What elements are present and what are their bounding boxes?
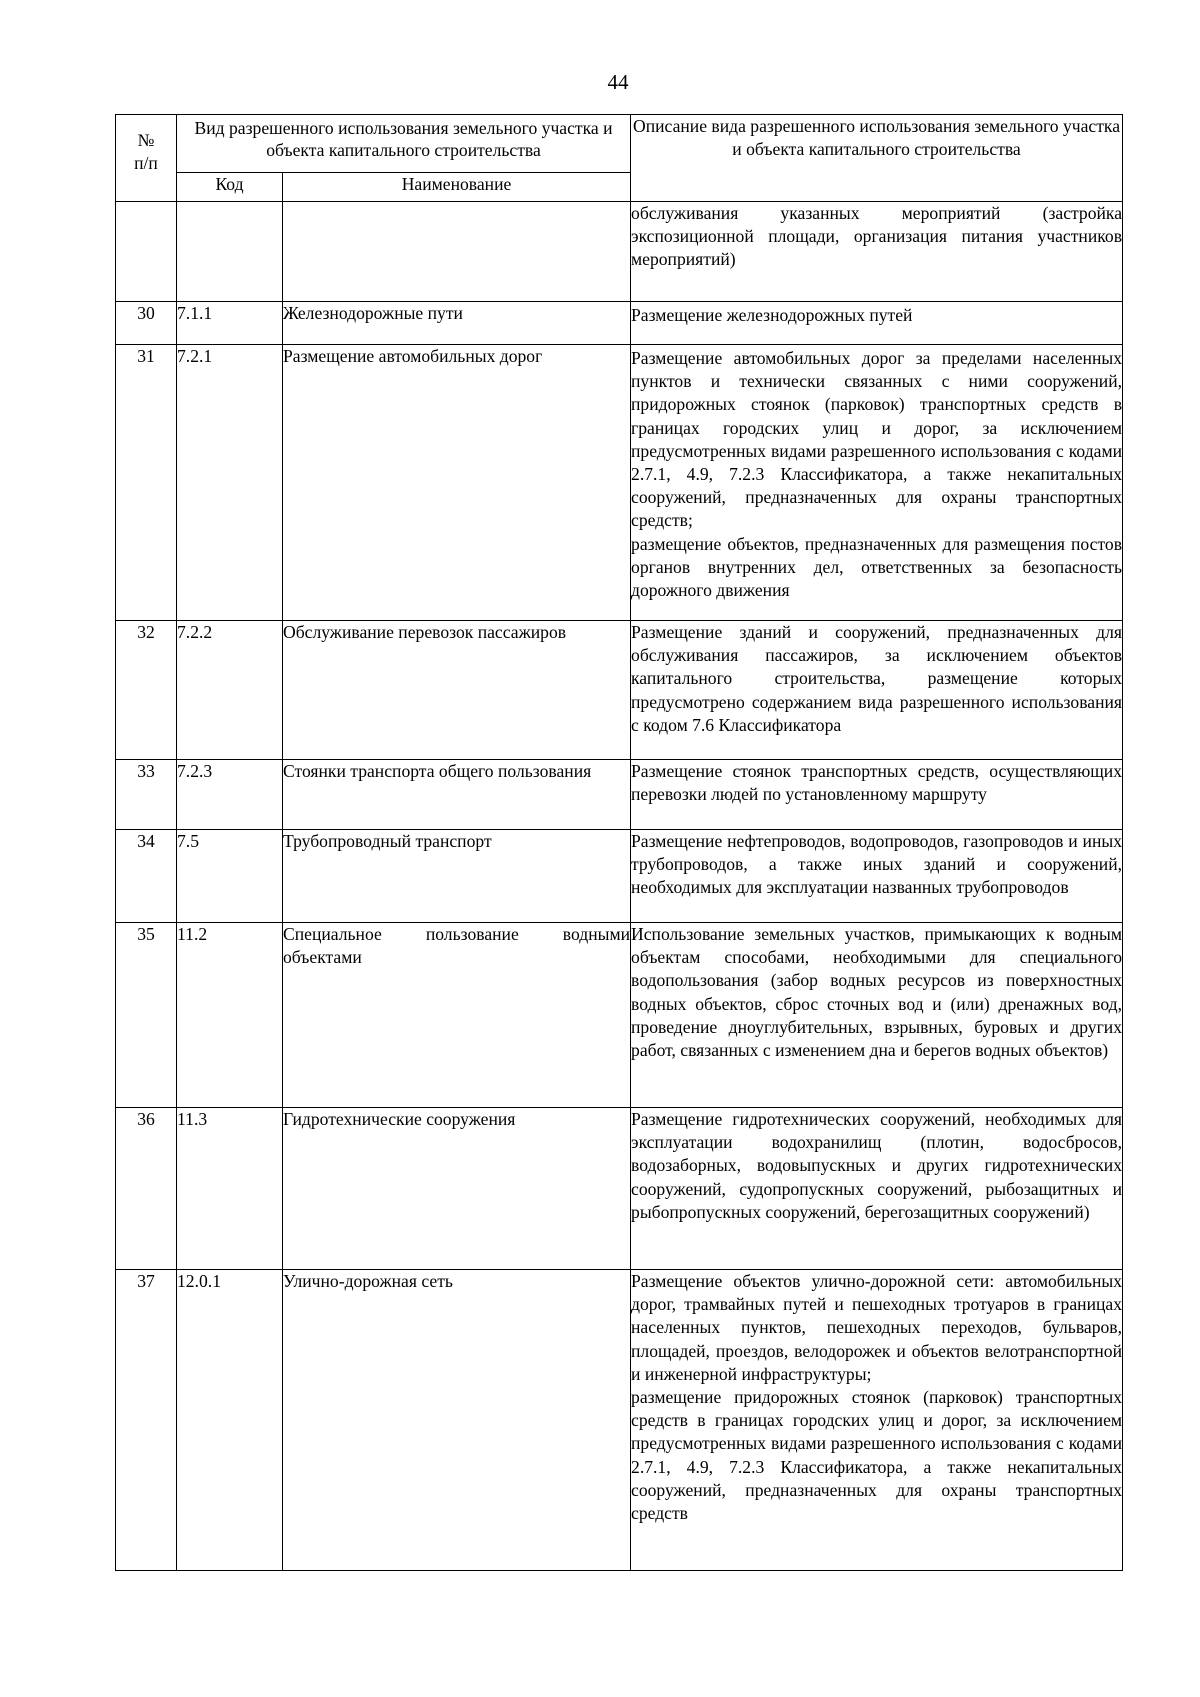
header-description: Описание вида разрешенного использования земельного участка и объекта капитального строительства (631, 115, 1123, 202)
cell-code: 11.3 (177, 1108, 283, 1270)
table-row (116, 760, 1123, 830)
description-paragraph: размещение придорожных стоянок (парковок) транспортных средств в границах городских улиц и дорог, за исключением предусмотренных видами разрешенного использования с кодами 2.7.1, 4.9, 7.2.3 Классификатора, а также некапитальных сооружений, предназначенных для охраны транспортных средств (631, 1387, 1123, 1524)
cell-description (631, 1270, 1123, 1571)
header-code: Код (177, 173, 283, 202)
cell-description: Размещение железнодорожных путей (631, 302, 1123, 345)
cell-num: 32 (116, 621, 177, 760)
cell-name: Гидротехнические сооружения (283, 1108, 631, 1270)
cell-name: Улично-дорожная сеть (283, 1270, 631, 1571)
cell-name (283, 202, 631, 302)
cell-num: 35 (116, 923, 177, 1108)
table-row (116, 621, 1123, 760)
cell-num: 31 (116, 345, 177, 621)
cell-code: 11.2 (177, 923, 283, 1108)
cell-description: Размещение стоянок транспортных средств, осуществляющих перевозки людей по установленному маршруту (631, 760, 1123, 830)
cell-name: Железнодорожные пути (283, 302, 631, 345)
cell-code: 7.2.2 (177, 621, 283, 760)
cell-code: 7.2.3 (177, 760, 283, 830)
header-num: № п/п (116, 115, 177, 202)
cell-name: Трубопроводный транспорт (283, 830, 631, 923)
cell-name: Размещение автомобильных дорог (283, 345, 631, 621)
cell-description: Использование земельных участков, примыкающих к водным объектам способами, необходимыми для специального водопользования (забор водных ресурсов из поверхностных водных объектов, сброс сточных вод и (или) дренажных вод, проведение дноуглубительных, взрывных, буровых и других работ, связанных с изменением дна и берегов водных объектов) (631, 923, 1123, 1108)
table-row-continuation (116, 202, 1123, 302)
table-row (116, 1270, 1123, 1571)
table-row (116, 1108, 1123, 1270)
cell-num: 36 (116, 1108, 177, 1270)
description-paragraph: Размещение автомобильных дорог за пределами населенных пунктов и технически связанных с ними сооружений, придорожных стоянок (парковок) транспортных средств в границах городских улиц и дорог, за исключением предусмотренных видами разрешенного использования с кодами 2.7.1, 4.9, 7.2.3 Классификатора, а также некапитальных сооружений, предназначенных для охраны транспортных средств; (631, 348, 1123, 531)
cell-name: Специальное пользование водными объектами (283, 923, 631, 1108)
table-row (116, 302, 1123, 345)
table-row (116, 923, 1123, 1108)
page-number: 44 (607, 70, 629, 94)
cell-description: обслуживания указанных мероприятий (застройка экспозиционной площади, организация питания участников мероприятий) (631, 202, 1123, 302)
cell-name: Стоянки транспорта общего пользования (283, 760, 631, 830)
cell-num: 34 (116, 830, 177, 923)
land-use-table (115, 114, 1123, 1571)
cell-description (631, 345, 1123, 621)
cell-num (116, 202, 177, 302)
table-row (116, 830, 1123, 923)
cell-description: Размещение гидротехнических сооружений, необходимых для эксплуатации водохранилищ (плотин, водосбросов, водозаборных, водовыпускных и других гидротехнических сооружений, судопропускных сооружений, рыбозащитных и рыбопропускных сооружений, берегозащитных сооружений) (631, 1108, 1123, 1270)
cell-num: 37 (116, 1270, 177, 1571)
cell-num: 30 (116, 302, 177, 345)
table-row (116, 345, 1123, 621)
description-paragraph: размещение объектов, предназначенных для размещения постов органов внутренних дел, ответственных за безопасность дорожного движения (631, 533, 1123, 601)
cell-name: Обслуживание перевозок пассажиров (283, 621, 631, 760)
table-header-row (116, 115, 1123, 173)
cell-code (177, 202, 283, 302)
cell-code: 7.1.1 (177, 302, 283, 345)
header-name: Наименование (283, 173, 631, 202)
cell-code: 7.5 (177, 830, 283, 923)
header-permitted-use-group: Вид разрешенного использования земельного участка и объекта капитального строительства (177, 115, 631, 173)
description-paragraph: Размещение объектов улично-дорожной сети: автомобильных дорог, трамвайных путей и пешеходных тротуаров в границах населенных пунктов, пешеходных переходов, бульваров, площадей, проездов, велодорожек и объектов велотранспортной и инженерной инфраструктуры; (631, 1271, 1123, 1384)
cell-description: Размещение зданий и сооружений, предназначенных для обслуживания пассажиров, за исключением объектов капитального строительства, размещение которых предусмотрено содержанием вида разрешенного использования с кодом 7.6 Классификатора (631, 621, 1123, 760)
cell-description: Размещение нефтепроводов, водопроводов, газопроводов и иных трубопроводов, а также иных зданий и сооружений, необходимых для эксплуатации названных трубопроводов (631, 830, 1123, 923)
cell-code: 12.0.1 (177, 1270, 283, 1571)
cell-code: 7.2.1 (177, 345, 283, 621)
cell-num: 33 (116, 760, 177, 830)
